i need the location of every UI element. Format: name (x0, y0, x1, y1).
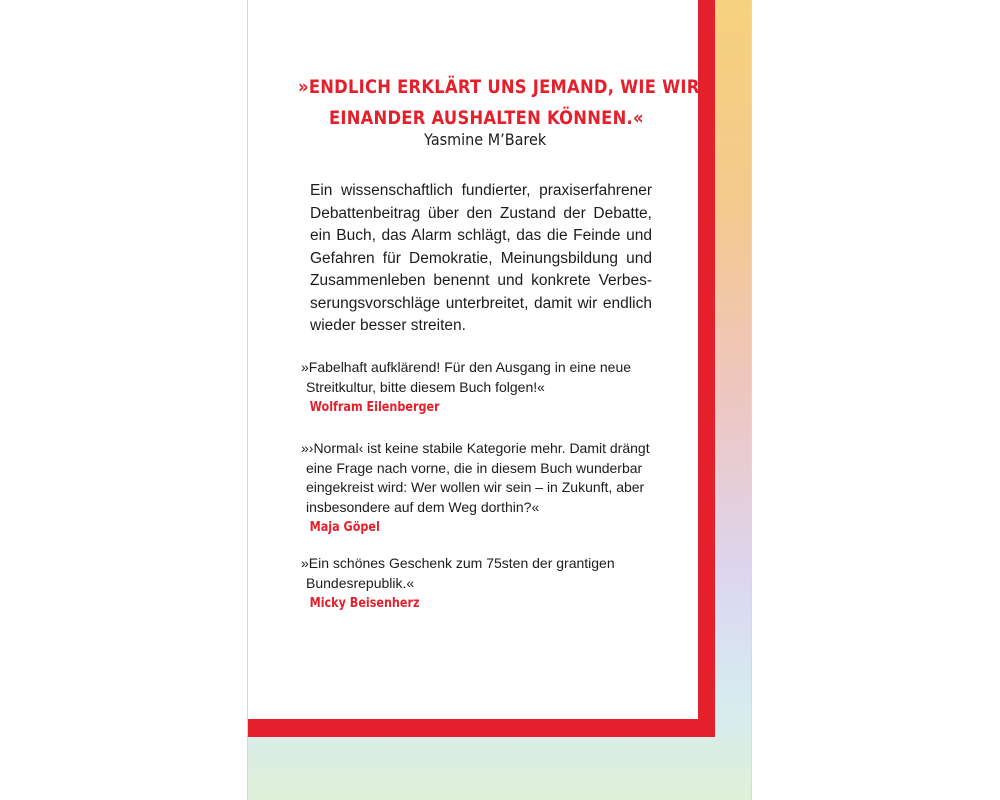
quote-line: »Fabelhaft aufklärend! Für den Ausgang in eine neue (301, 359, 632, 375)
quote-line: eingekreist wird: Wer wollen wir sein – in Zukunft, aber (306, 479, 645, 495)
headline-quote (298, 72, 700, 134)
blurb-quote-1 (301, 358, 681, 418)
description-line: Ein wissenschaftlich fundierter, praxiserfahrener (310, 182, 652, 199)
description-line: Zusammenleben benennt und konkrete Verbes- (310, 272, 652, 289)
headline-attribution: Yasmine M’Barek (424, 130, 547, 149)
headline-line-2: EINANDER AUSHALTEN KÖNNEN.« (328, 107, 644, 129)
quote-author: Wolfram Eilenberger (309, 400, 440, 415)
blurb-quote-2 (301, 439, 681, 538)
quote-author: Micky Beisenherz (309, 596, 420, 611)
description-line: wieder besser streiten. (310, 317, 466, 334)
text-panel (248, 0, 698, 719)
quote-line: »Ein schönes Geschenk zum 75sten der grantigen (301, 555, 615, 571)
blurb-quote-3 (301, 554, 681, 614)
headline-line-1: »ENDLICH ERKLÄRT UNS JEMAND, WIE WIR (298, 76, 700, 98)
description-line: ein Buch, das Alarm schlägt, das die Feinde und (310, 227, 652, 244)
book-description (310, 180, 652, 338)
description-line: serungsvorschläge unterbreitet, damit wir endlich (310, 294, 652, 312)
description-line: Gefahren für Demokratie, Meinungsbildung und (310, 249, 652, 267)
description-line: Debattenbeitrag über den Zustand der Debatte, (310, 204, 652, 222)
quote-author: Maja Göpel (309, 520, 380, 535)
quote-line: »›Normal‹ ist keine stabile Kategorie mehr. Damit drängt (301, 440, 650, 456)
book-back-cover (248, 0, 751, 800)
quote-line: Bundesrepublik.« (306, 574, 415, 591)
quote-line: eine Frage nach vorne, die in diesem Buch wunderbar (306, 459, 643, 476)
quote-line: Streitkultur, bitte diesem Buch folgen!« (306, 378, 545, 395)
quote-line: insbesondere auf dem Weg dorthin?« (306, 498, 540, 515)
